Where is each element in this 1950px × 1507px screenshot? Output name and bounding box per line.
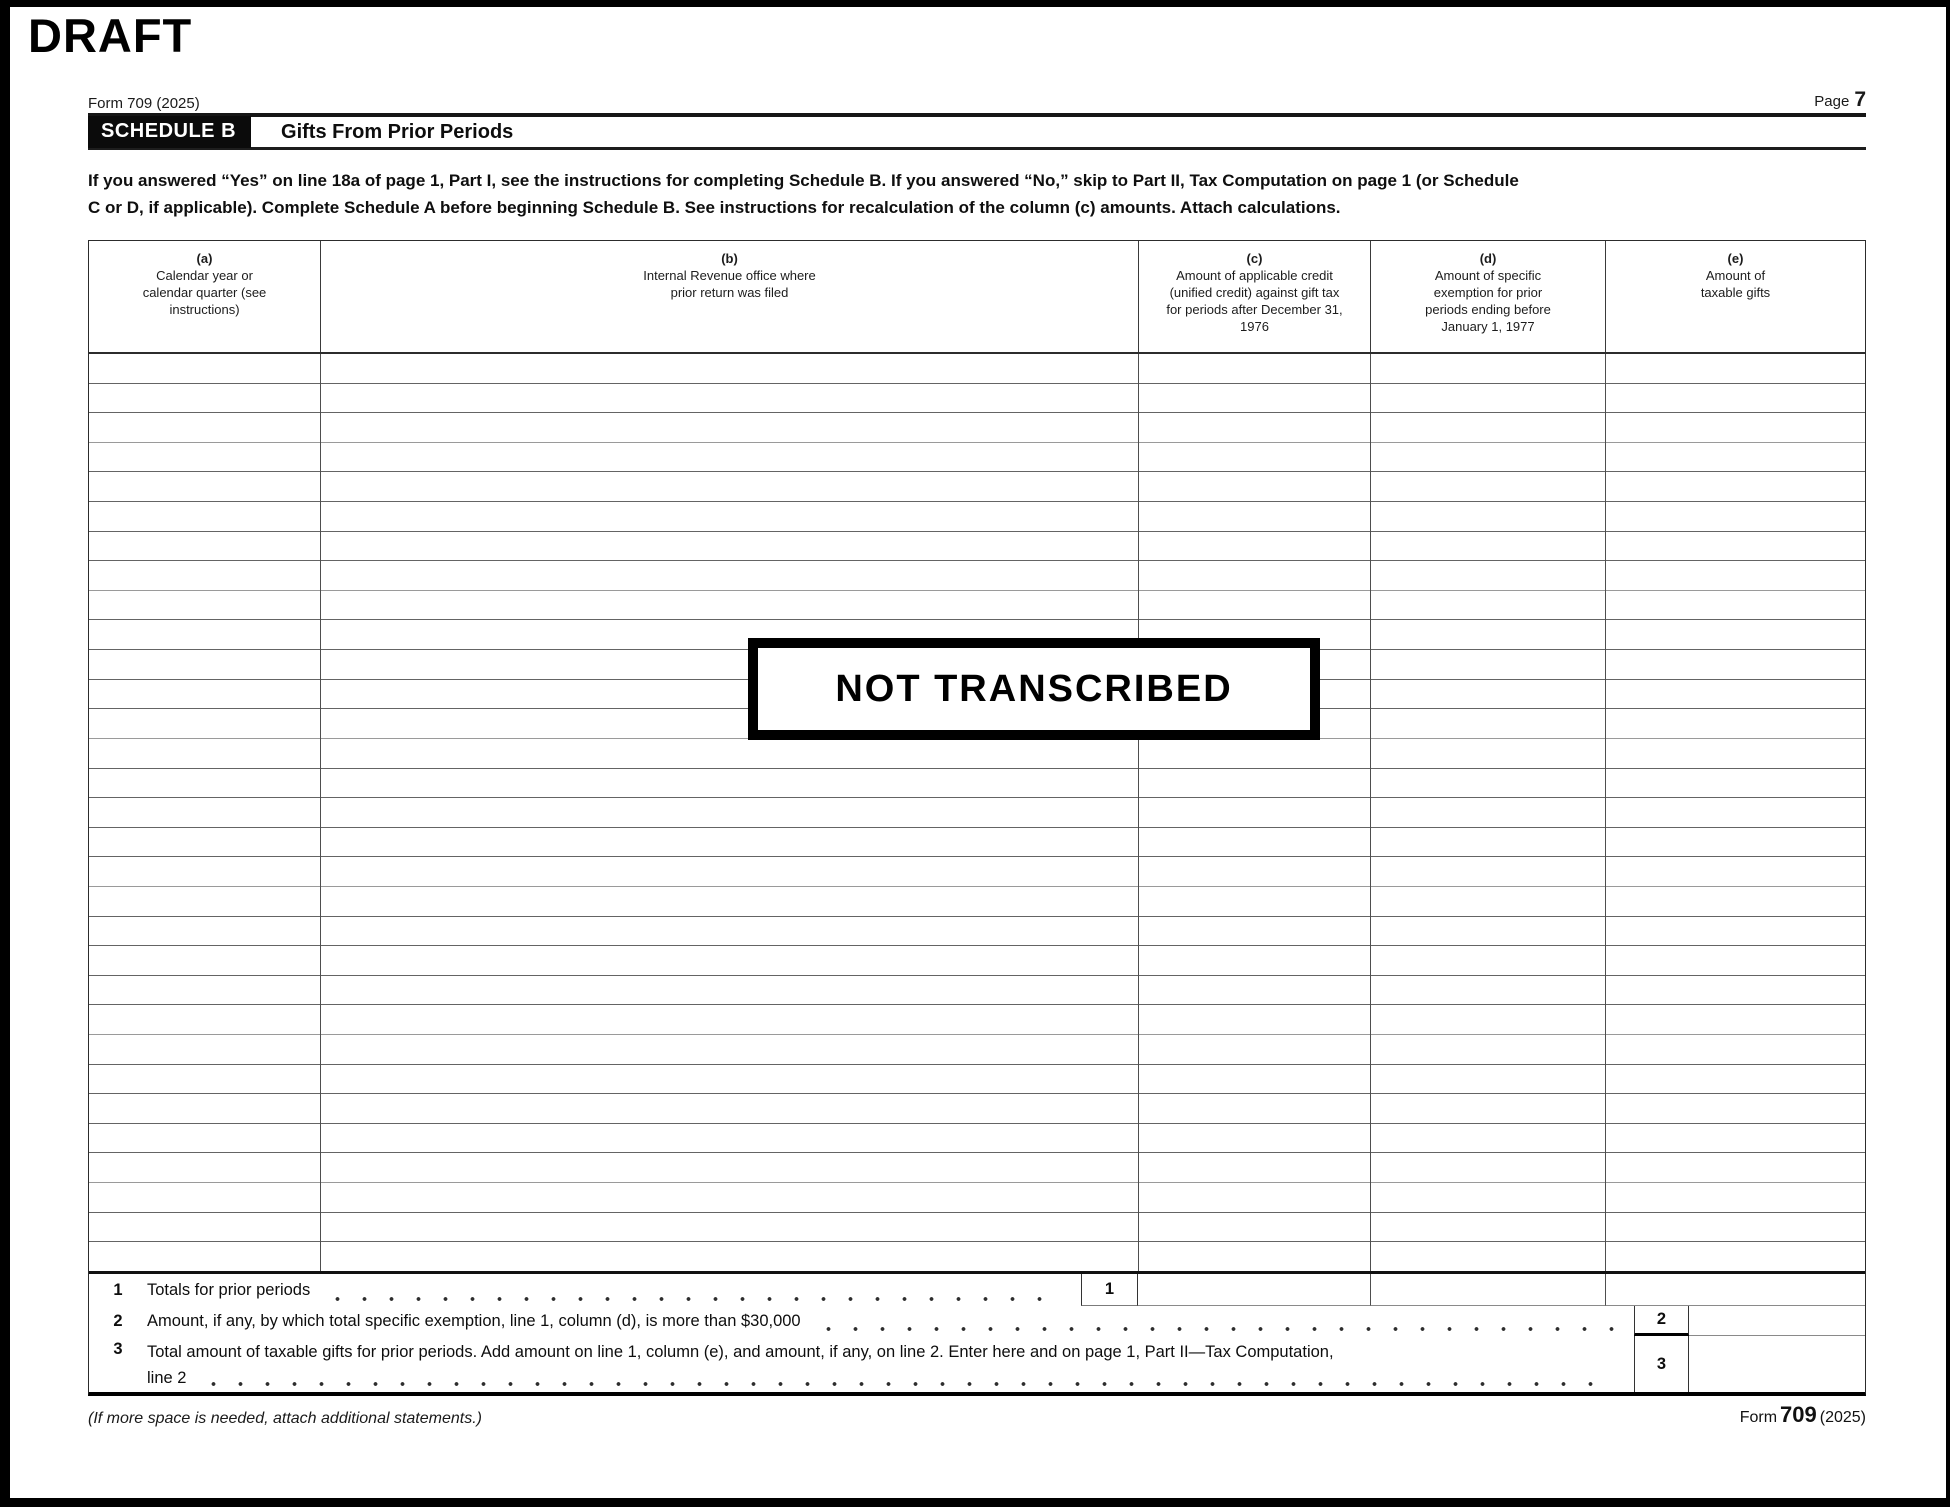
column-header-e (1605, 241, 1865, 352)
line2-entry-box: 2 (1634, 1306, 1689, 1336)
blank-row (89, 828, 1865, 858)
column-letter-a: (a) (196, 251, 213, 266)
scan-frame-left (0, 0, 10, 1507)
column-description-b: Internal Revenue office where prior return was filed (643, 268, 816, 300)
line3-entry-box: 3 (1634, 1336, 1689, 1392)
blank-row (89, 1213, 1865, 1243)
line1-totals-row (89, 1274, 1865, 1306)
blank-row (89, 1242, 1865, 1271)
line3-label-continued-row (147, 1365, 1628, 1391)
blank-row (89, 946, 1865, 976)
line2-amount-cell (1689, 1306, 1865, 1336)
page-indicator (1814, 88, 1866, 112)
line1-number: 1 (113, 1280, 123, 1299)
blank-row (89, 1005, 1865, 1035)
summary-section (89, 1271, 1865, 1392)
blank-row (89, 887, 1865, 917)
blank-row (89, 976, 1865, 1006)
column-letter-d: (d) (1479, 251, 1497, 266)
page-number: 7 (1854, 88, 1866, 111)
column-divider-c-d (1370, 354, 1371, 1271)
line1-entry-box: 1 (1081, 1274, 1138, 1306)
column-letter-c: (c) (1246, 251, 1263, 266)
blank-row (89, 917, 1865, 947)
line2-label: Amount, if any, by which total specific exemption, line 1, column (d), is more than $30,000 (147, 1311, 801, 1330)
line2-row (89, 1306, 1865, 1336)
blank-row (89, 532, 1865, 562)
line3-label: Total amount of taxable gifts for prior periods. Add amount on line 1, column (e), and amount, if any, on line 2. Enter here and on page 1, Part II—Tax Computation, (147, 1343, 1334, 1361)
column-header-b (320, 241, 1138, 352)
table-body (89, 354, 1865, 1271)
column-letter-b: (b) (721, 251, 738, 266)
line1-dot-leader (324, 1292, 1059, 1306)
line2-number: 2 (113, 1311, 123, 1330)
blank-row (89, 1124, 1865, 1154)
blank-row (89, 443, 1865, 473)
blank-row (89, 591, 1865, 621)
form-header (88, 88, 1866, 112)
blank-row (89, 1035, 1865, 1065)
line3-dot-leader (200, 1377, 1614, 1391)
prior-gifts-table (88, 240, 1866, 1396)
line1-total-cell-d (1370, 1274, 1605, 1306)
blank-row (89, 739, 1865, 769)
footer-note: (If more space is needed, attach additional statements.) (88, 1410, 482, 1427)
draft-watermark: DRAFT (28, 9, 193, 62)
line3-row (89, 1336, 1865, 1392)
column-letter-e: (e) (1727, 251, 1744, 266)
column-description-d: Amount of specific exemption for prior periods ending before January 1, 1977 (1425, 268, 1551, 334)
scan-frame-right (1946, 0, 1950, 1507)
schedule-instructions (88, 167, 1916, 221)
column-description-e: Amount of taxable gifts (1700, 268, 1771, 300)
column-header-d (1370, 241, 1605, 352)
footer-form-word: Form (1739, 1409, 1778, 1426)
table-header-row (89, 241, 1865, 354)
column-divider-d-e (1605, 354, 1606, 1271)
page-word: Page (1814, 93, 1850, 110)
footer-form-year: (2025) (1819, 1409, 1866, 1426)
schedule-badge: SCHEDULE B (88, 116, 251, 148)
blank-row (89, 798, 1865, 828)
blank-row (89, 561, 1865, 591)
blank-row (89, 769, 1865, 799)
not-transcribed-overlay: NOT TRANSCRIBED (748, 638, 1320, 740)
instructions-line-1: If you answered “Yes” on line 18a of page 1, Part I, see the instructions for completing Schedule B. If you answered “No,” skip to Part II, Tax Computation on page 1 (or Schedule (88, 171, 1519, 190)
page-footer (88, 1402, 1866, 1428)
line1-total-cell-c (1138, 1274, 1370, 1306)
column-description-c: Amount of applicable credit (unified credit) against gift tax for periods after December 31, 1976 (1166, 268, 1343, 334)
column-divider-b-c (1138, 354, 1139, 1271)
blank-row (89, 413, 1865, 443)
instructions-line-2: C or D, if applicable). Complete Schedule A before beginning Schedule B. See instructions for recalculation of the column (c) amounts. Attach calculations. (88, 198, 1341, 217)
line3-label-continued: line 2 (147, 1369, 187, 1387)
blank-row (89, 472, 1865, 502)
line2-dot-leader (815, 1322, 1614, 1336)
blank-row (89, 1065, 1865, 1095)
blank-row (89, 354, 1865, 384)
footer-form-number: 709 (1780, 1402, 1817, 1427)
line1-label: Totals for prior periods (147, 1280, 311, 1299)
line3-amount-cell (1689, 1336, 1865, 1392)
column-divider-a-b (320, 354, 321, 1271)
column-header-c (1138, 241, 1370, 352)
line3-label-block (147, 1336, 1628, 1391)
blank-row (89, 1183, 1865, 1213)
scan-frame-bottom (0, 1498, 1950, 1507)
scan-frame-top (0, 0, 1950, 7)
schedule-title: Gifts From Prior Periods (281, 120, 514, 143)
schedule-bar (88, 117, 1866, 150)
form-footer-id (1740, 1402, 1866, 1428)
blank-row (89, 502, 1865, 532)
blank-row (89, 384, 1865, 414)
form-id: Form 709 (2025) (88, 95, 200, 112)
line3-number: 3 (113, 1340, 123, 1358)
column-header-a (89, 241, 320, 352)
column-description-a: Calendar year or calendar quarter (see instructions) (142, 268, 267, 317)
blank-row (89, 857, 1865, 887)
line1-total-cell-e (1605, 1274, 1865, 1306)
blank-row (89, 1153, 1865, 1183)
blank-row (89, 1094, 1865, 1124)
